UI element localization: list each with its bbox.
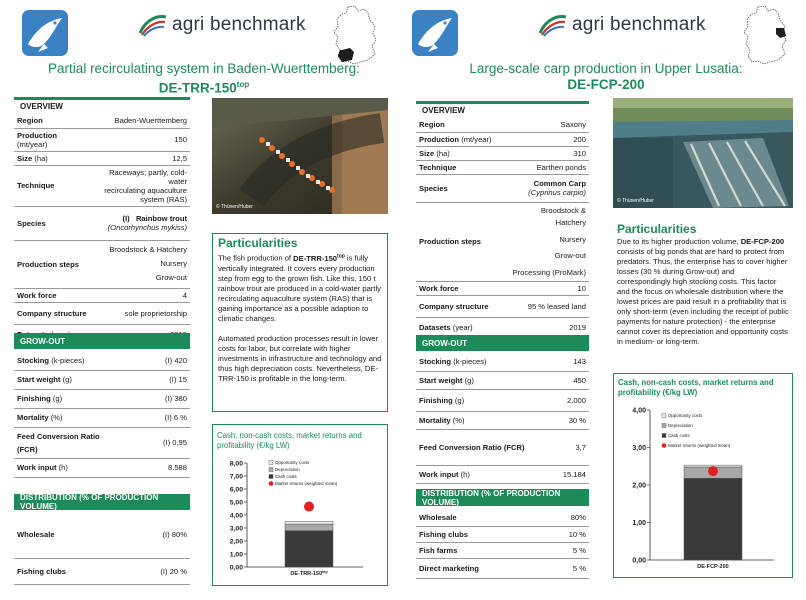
- legend-swatch: [269, 475, 273, 479]
- right-photo-credit: © Thünen/Huber: [617, 198, 654, 204]
- y-tick-label: 2,00: [229, 538, 243, 546]
- row-label: Size (ha): [416, 146, 502, 160]
- row-label: Production (mt/year): [416, 132, 502, 146]
- row-value: 2019: [502, 318, 589, 338]
- row-label: Finishing (g): [14, 389, 145, 408]
- left-overview-table: [14, 114, 190, 345]
- row-label: Technique: [14, 165, 90, 206]
- left-particularities-heading: Particularities: [218, 236, 298, 250]
- table-row: [14, 408, 190, 427]
- row-label: Size (ha): [14, 151, 90, 165]
- table-row: [14, 370, 190, 389]
- table-row: [14, 165, 190, 206]
- brand-logo: [538, 13, 706, 37]
- legend-swatch: [662, 424, 666, 428]
- row-label: Species: [416, 174, 502, 202]
- legend-label: Market returns (weighted mean): [668, 443, 731, 448]
- right-title-line1: Large-scale carp production in Upper Lusatia:: [469, 61, 743, 76]
- table-row: [416, 429, 589, 465]
- row-value: (I) 420: [145, 351, 190, 370]
- y-tick-label: 7,00: [229, 473, 243, 481]
- table-row: [416, 353, 589, 371]
- row-value: 4: [90, 288, 190, 302]
- table-row: [416, 174, 589, 202]
- legend-swatch: [662, 443, 667, 448]
- x-category-label: $DE-TRR-150^{top}$: [290, 570, 328, 577]
- right-growout-table: [416, 353, 589, 484]
- row-label: Feed Conversion Ratio (FCR): [416, 429, 553, 465]
- row-label: Work force: [14, 288, 90, 302]
- row-label: Company structure: [416, 296, 502, 318]
- right-particularities-p1: Due to its higher production volume, DE-FCP-200 consists of big ponds that are hard to protect from predators. Thus, the enterprise has to cover higher losses (30 % during Grow-out) and correspondingly high stocking costs. This factor and the focus on wholesale distribution where the lowest prices are paid result in a profitability that is only short-term (even including the receipt of public payments for nature protection) - the enterprise cannot cover its depreciation and opportunity costs in medium- or long-term.: [617, 237, 789, 346]
- y-tick-label: 4,00: [229, 512, 243, 520]
- right-title-code: DE-FCP-200: [567, 77, 645, 92]
- left-chart: [213, 451, 385, 585]
- y-tick-label: 0,00: [229, 564, 243, 572]
- left-photo-credit: © Thünen/Huber: [216, 204, 253, 210]
- y-tick-label: 5,00: [229, 499, 243, 507]
- row-value: Broodstock & Hatchery Nursery Grow-out Processing (ProMark): [502, 202, 589, 282]
- row-label: Production steps: [14, 240, 90, 288]
- left-growout-header: [14, 333, 190, 349]
- brand-swoosh-icon: [138, 13, 168, 37]
- right-distribution-table: [416, 510, 589, 579]
- row-value: sole proprietorship: [90, 302, 190, 324]
- row-label: Datasets (year): [416, 318, 502, 338]
- table-row: [416, 526, 589, 542]
- legend-label: Opportunity costs: [668, 413, 703, 418]
- left-distribution-header: [14, 494, 190, 510]
- left-title-code: $DE-TRR-150^{top}$: [158, 80, 250, 96]
- left-particularities: [212, 233, 388, 412]
- right-chart-title: Cash, non-cash costs, market returns and profitability (€/kg LW): [618, 378, 774, 397]
- row-label: Technique: [416, 160, 502, 174]
- row-value: (I) 80%: [124, 512, 190, 558]
- table-row: [416, 132, 589, 146]
- table-row: [14, 512, 190, 558]
- row-value: 15.184: [553, 465, 589, 483]
- row-value: 2.000: [553, 389, 589, 411]
- table-row: [14, 302, 190, 324]
- y-tick-label: 2,00: [632, 482, 646, 490]
- row-label: Company structure: [14, 302, 90, 324]
- row-label: Work force: [416, 282, 502, 296]
- row-label: Feed Conversion Ratio (FCR): [14, 427, 145, 458]
- y-tick-label: 4,00: [632, 407, 646, 415]
- table-row: [416, 558, 589, 578]
- right-growout-header: [416, 335, 589, 351]
- bar-segment-depreciation: [285, 524, 333, 531]
- legend-swatch: [662, 434, 666, 438]
- table-row: [14, 427, 190, 458]
- row-value: Saxony: [502, 118, 589, 132]
- table-row: [416, 465, 589, 483]
- table-row: [416, 118, 589, 132]
- row-value: Baden-Wuerttemberg: [90, 114, 190, 128]
- left-title-line1: Partial recirculating system in Baden-Wuerttemberg:: [48, 61, 360, 76]
- left-particularities-p2: Automated production processes result in lower costs for labor, but correlate with higher investments in infrastructure and technology and thus high depreciation costs. Nevertheless, DE-TRR-150 is profitable in the long-term.: [218, 333, 382, 383]
- row-label: Start weight (g): [416, 371, 553, 389]
- left-chart-title: Cash, non-cash costs, market returns and profitability (€/kg LW): [217, 431, 362, 450]
- y-tick-label: 6,00: [229, 486, 243, 494]
- legend-label: Cash costs: [275, 474, 297, 479]
- row-label: Region: [14, 114, 90, 128]
- row-value: (I) Rainbow trout (Oncorhynchus mykiss): [90, 206, 190, 240]
- row-value: Broodstock & Hatchery Nursery Grow-out: [90, 240, 190, 288]
- row-value: 450: [553, 371, 589, 389]
- table-row: [14, 458, 190, 477]
- row-value: (I) 20 %: [124, 558, 190, 584]
- legend-label: Depreciation: [668, 423, 693, 428]
- left-distribution-header-text: DISTRIBUTION (% OF PRODUCTION VOLUME): [20, 493, 159, 511]
- row-value: 30 %: [553, 411, 589, 429]
- legend-swatch: [269, 468, 273, 472]
- row-label: Mortality (%): [416, 411, 553, 429]
- table-row: [416, 411, 589, 429]
- row-value: (I) 0,95: [145, 427, 190, 458]
- row-label: Region: [416, 118, 502, 132]
- legend-label: Opportunity costs: [275, 460, 310, 465]
- right-page-title: [432, 61, 780, 93]
- fish-logo-icon: [22, 10, 68, 56]
- row-label: Mortality (%): [14, 408, 145, 427]
- table-row: [416, 510, 589, 526]
- row-value: Raceways; partly, cold-water recirculating aquaculture system (RAS): [90, 165, 190, 206]
- germany-map-icon: [328, 4, 384, 66]
- left-particularities-p1: The fish production of $DE-TRR-150^{top}$ is fully vertically integrated. It covers every production step from egg to the grown fish. Like this, 150 t rainbow trout are produced in a cold-water partly recirculating aquaculture system (RAS) that is gaining importance as a possible adaption to climatic changes.: [218, 253, 381, 323]
- legend-label: Market returns (weighted mean): [275, 481, 338, 486]
- row-value: (I) 6 %: [145, 408, 190, 427]
- y-tick-label: 3,00: [229, 525, 243, 533]
- table-row: [14, 114, 190, 128]
- table-row: [14, 240, 190, 288]
- row-value: 10 %: [544, 526, 589, 542]
- row-value: 150: [90, 128, 190, 151]
- y-tick-label: 8,00: [229, 460, 243, 468]
- table-row: [14, 128, 190, 151]
- y-tick-label: 0,00: [632, 557, 646, 565]
- table-row: [416, 146, 589, 160]
- legend-swatch: [662, 414, 666, 418]
- left-overview-header-text: OVERVIEW: [20, 101, 63, 111]
- right-overview-header-text: OVERVIEW: [422, 105, 465, 115]
- left-page-title: [30, 61, 378, 97]
- row-label: Work input (h): [416, 465, 553, 483]
- brand-swoosh-icon: [538, 13, 568, 37]
- y-tick-label: 1,00: [229, 551, 243, 559]
- table-row: [14, 558, 190, 584]
- left-overview-header: [14, 100, 190, 112]
- row-value: 5 %: [544, 558, 589, 578]
- row-label: Fishing clubs: [416, 526, 544, 542]
- row-value: 12,5: [90, 151, 190, 165]
- table-row: [416, 389, 589, 411]
- table-row: [416, 371, 589, 389]
- left-growout-header-text: GROW-OUT: [20, 336, 66, 346]
- legend-swatch: [269, 461, 273, 465]
- row-value: 80%: [544, 510, 589, 526]
- row-label: Fishing clubs: [14, 558, 124, 584]
- row-value: 310: [502, 146, 589, 160]
- row-label: Wholesale: [14, 512, 124, 558]
- x-category-sup: top: [322, 570, 328, 574]
- brand-name: agri benchmark: [172, 14, 306, 35]
- row-value: 5 %: [544, 542, 589, 558]
- row-value: (I) 380: [145, 389, 190, 408]
- germany-map-icon: [738, 4, 794, 66]
- fish-logo-icon: [412, 10, 458, 56]
- table-row: [14, 389, 190, 408]
- row-label: Production steps: [416, 202, 502, 282]
- right-distribution-header-text: DISTRIBUTION (% OF PRODUCTION VOLUME): [422, 488, 561, 507]
- legend-label: Cash costs: [668, 433, 690, 438]
- row-label: Finishing (g): [416, 389, 553, 411]
- left-chart-box: [212, 424, 388, 586]
- legend-swatch: [269, 481, 274, 486]
- table-row: [14, 206, 190, 240]
- row-label: Wholesale: [416, 510, 544, 526]
- row-label: Stocking (k-pieces): [14, 351, 145, 370]
- left-distribution-table: [14, 512, 190, 585]
- row-label: Production (mt/year): [14, 128, 90, 151]
- table-row: [14, 288, 190, 302]
- row-value: Earthen ponds: [502, 160, 589, 174]
- table-row: [416, 282, 589, 296]
- bar-segment-cash-costs: [285, 531, 333, 567]
- right-particularities: [613, 222, 793, 364]
- row-label: Start weight (g): [14, 370, 145, 389]
- legend-label: Depreciation: [275, 467, 300, 472]
- carp-ponds-photo: [613, 98, 793, 208]
- table-row: [14, 351, 190, 370]
- table-row: [14, 151, 190, 165]
- brand-logo: [138, 13, 306, 37]
- row-value: Common Carp (Cyprinus carpio): [502, 174, 589, 202]
- bar-segment-cash-costs: [684, 478, 742, 560]
- market-returns-point: [304, 502, 314, 512]
- row-value: 3,7: [553, 429, 589, 465]
- x-category-label: DE-FCP-200: [697, 564, 729, 570]
- right-chart-box: [613, 373, 793, 578]
- row-value: 95 % leased land: [502, 296, 589, 318]
- table-row: [416, 202, 589, 282]
- row-value: (I) 15: [145, 370, 190, 389]
- market-returns-point: [708, 466, 718, 476]
- row-label: Fish farms: [416, 542, 544, 558]
- row-label: Stocking (k-pieces): [416, 353, 553, 371]
- bar-segment-opportunity-costs: [285, 522, 333, 525]
- table-row: [416, 542, 589, 558]
- y-tick-label: 3,00: [632, 445, 646, 453]
- right-overview-header: [416, 104, 589, 116]
- right-chart: [614, 400, 790, 576]
- right-overview-table: [416, 118, 589, 338]
- row-label: Work input (h): [14, 458, 145, 477]
- right-particularities-heading: Particularities: [617, 222, 697, 236]
- row-value: 10: [502, 282, 589, 296]
- table-row: [416, 160, 589, 174]
- y-tick-label: 1,00: [632, 520, 646, 528]
- row-value: 8.588: [145, 458, 190, 477]
- table-row: [416, 296, 589, 318]
- row-label: Species: [14, 206, 90, 240]
- row-value: 200: [502, 132, 589, 146]
- row-label: Direct marketing: [416, 558, 544, 578]
- right-distribution-header: [416, 489, 589, 506]
- left-growout-table: [14, 351, 190, 478]
- brand-name: agri benchmark: [572, 14, 706, 35]
- trout-raceway-photo: [212, 98, 388, 214]
- row-value: 143: [553, 353, 589, 371]
- right-growout-header-text: GROW-OUT: [422, 338, 468, 348]
